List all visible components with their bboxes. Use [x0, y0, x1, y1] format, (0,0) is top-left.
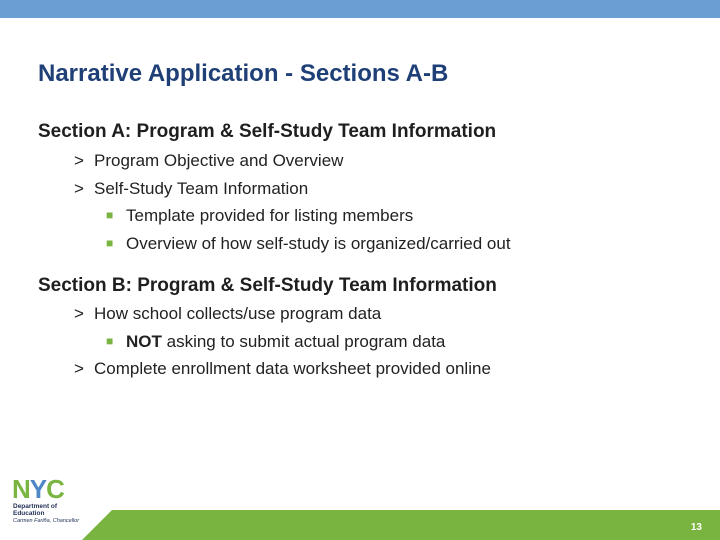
- page-number: 13: [690, 522, 702, 533]
- list-item-text: Self-Study Team Information: [94, 179, 309, 198]
- emphasis-text: NOT: [126, 332, 162, 351]
- chevron-right-icon: >: [74, 304, 84, 323]
- section-a-subitem-overview: [106, 234, 511, 254]
- list-item-text: Template provided for listing members: [126, 206, 414, 225]
- department-name: Department of Education: [13, 503, 58, 517]
- list-item-text: Program Objective and Overview: [94, 151, 344, 170]
- nyc-logo-mark: NYC: [12, 474, 64, 504]
- section-b-heading: Section B: Program & Self-Study Team Information: [38, 275, 497, 296]
- chevron-right-icon: >: [74, 179, 84, 198]
- top-accent-bar: [0, 0, 720, 18]
- slide-title: Narrative Application - Sections A-B: [38, 60, 449, 87]
- chancellor-tagline: Carmen Fariña, Chancellor: [13, 518, 80, 524]
- section-a-heading: Section A: Program & Self-Study Team Information: [38, 121, 497, 142]
- square-bullet-icon: ■: [106, 334, 114, 348]
- list-item-text: Overview of how self-study is organized/carried out: [126, 234, 511, 253]
- square-bullet-icon: ■: [106, 208, 114, 222]
- section-b-item-collects: [74, 304, 381, 324]
- chevron-right-icon: >: [74, 359, 84, 378]
- section-b-item-enrollment: [74, 359, 491, 379]
- list-item-text: asking to submit actual program data: [161, 332, 446, 351]
- list-item-text: Complete enrollment data worksheet provided online: [94, 359, 491, 378]
- bottom-green-band: [0, 500, 720, 540]
- square-bullet-icon: ■: [106, 236, 114, 250]
- section-a-item-objective: [74, 151, 343, 171]
- section-a-item-team: [74, 179, 308, 199]
- section-b-subitem-not-asking: [106, 332, 445, 352]
- section-a-subitem-template: [106, 206, 413, 226]
- list-item-text: How school collects/use program data: [94, 304, 382, 323]
- chevron-right-icon: >: [74, 151, 84, 170]
